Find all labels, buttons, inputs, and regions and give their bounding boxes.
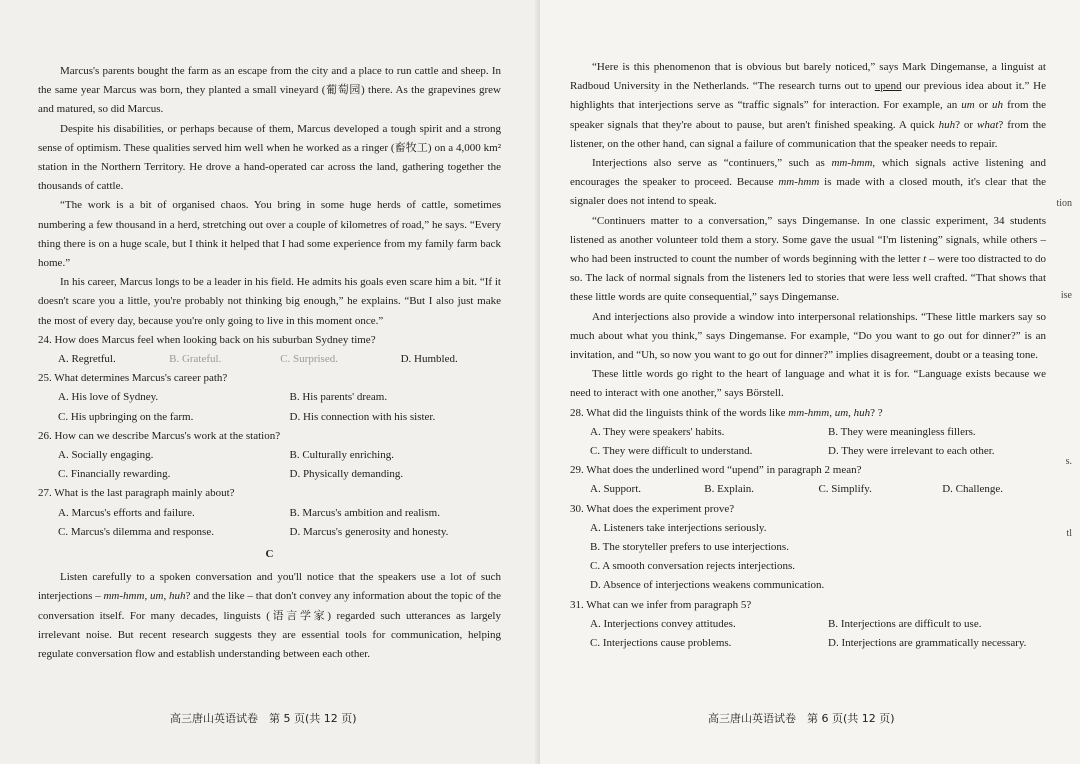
italic-term: t [923, 253, 927, 266]
left-column [38, 62, 501, 664]
option-c[interactable]: C. Financially rewarding. [58, 468, 171, 481]
option-b[interactable]: B. Culturally enriching. [289, 449, 394, 462]
page-footer: 高三唐山英语试卷 第 6 页(共 12 页) [708, 712, 895, 725]
options-grid [38, 446, 501, 484]
option-a[interactable]: A. Marcus's efforts and failure. [58, 506, 195, 519]
text-run: , [144, 590, 150, 603]
text-run: ? or [955, 118, 978, 131]
option-d[interactable]: D. Physically demanding. [289, 468, 404, 481]
question-stem: 27. What is the last paragraph mainly about? [38, 487, 235, 500]
options-row [570, 480, 1046, 499]
options-list [570, 519, 1046, 596]
question-26 [38, 427, 501, 485]
question-31 [570, 596, 1046, 654]
text-run: “Continuers matter to a conversation,” says Dingemanse. In one classic experiment, 34 students listened as another volunteer told them a story. Some gave the usual “I'm listening” signals, while others – who had been instructed to count the number of words beginning with the letter [570, 214, 1046, 266]
question-27 [38, 484, 501, 542]
text-run: 28. What did the linguists think of the words like [570, 406, 789, 419]
options-grid [38, 504, 501, 542]
cut-off-edge-text: tion [1056, 198, 1072, 209]
passage-c-intro [38, 568, 501, 664]
text-run: , [848, 406, 854, 419]
italic-term: um [150, 590, 164, 603]
question-29 [570, 461, 1046, 499]
text-run: , which signals active listening and encourages the speaker to proceed. Because [570, 157, 1046, 189]
right-column [570, 58, 1046, 653]
text-run: from the speaker signals that they're about to pause, but aren't finished speaking. A quick [570, 99, 1046, 131]
italic-term: mm-hmm [831, 157, 873, 170]
question-stem: 30. What does the experiment prove? [570, 502, 735, 515]
option-d[interactable]: D. They were irrelevant to each other. [828, 445, 995, 458]
option-d[interactable]: D. Humbled. [400, 353, 458, 366]
cut-off-edge-text: ise [1060, 290, 1072, 301]
text-run: ? ? [870, 406, 883, 419]
passage-paragraph [570, 212, 1046, 308]
text-run: , [829, 406, 835, 419]
question-stem: 25. What determines Marcus's career path? [38, 372, 228, 385]
text-run: our previous idea about it.” He highlights that interjections serve as “traffic signals” for interaction. For example, an [570, 80, 1046, 112]
option-a[interactable]: A. Support. [590, 483, 642, 496]
option-c[interactable]: C. Simplify. [818, 483, 872, 496]
option-a[interactable]: A. Interjections convey attitudes. [590, 617, 736, 630]
option-b[interactable]: B. His parents' dream. [289, 391, 388, 404]
italic-term: uh [992, 99, 1004, 112]
option-d[interactable]: D. His connection with his sister. [289, 410, 436, 423]
passage-paragraph: In his career, Marcus longs to be a leader in his field. He admits his goals even scare him a bit. “If it doesn't scare you a little, you're probably not thinking big enough,” he explains. “But I also just make the most of every day, because you're only going to live in this moment once.” [38, 276, 501, 327]
option-a[interactable]: A. They were speakers' habits. [590, 425, 725, 438]
passage-paragraph: “The work is a bit of organised chaos. You bring in some huge herds of cattle, sometimes numbering a few thousand in a herd, stretching out over a couple of kilometres of road,” he says. “Every thing there is on a huge scale, but I think it helped that I had some experience from my family farm back home.” [38, 199, 501, 270]
right-page [540, 0, 1080, 764]
option-d[interactable]: D. Marcus's generosity and honesty. [289, 525, 449, 538]
italic-term: huh [938, 118, 956, 131]
italic-term: what [977, 118, 999, 131]
text-run: ? and the like – that don't convey any information about the topic of the conversation itself. For many decades, linguists (语言学家) regarded such utterances as largely irrelevant noise. But recent research suggests they are essential tools for communication, helping regulate conversation flow and establish understanding between each other. [38, 590, 502, 661]
text-run: or [974, 99, 993, 112]
passage-paragraph: Marcus's parents bought the farm as an escape from the city and a place to run cattle and sheep. In the same year Marcus was born, they planted a small vineyard (葡萄园) there. As the grapevines grew and matured, so did Marcus. [38, 65, 501, 116]
option-c[interactable]: C. A smooth conversation rejects interjections. [590, 560, 795, 573]
passage-paragraph: And interjections also provide a window into interpersonal relationships. “These little markers say so much about what you think,” says Dingemanse. For example, “Do you want to go out for dinner?” is an invitation, and “Uh, so now you want to go out for dinner?” implies disagreement, doubt or a teasing tone. [570, 310, 1046, 362]
question-30 [570, 500, 1046, 596]
italic-term: um [961, 99, 975, 112]
question-stem: 29. What does the underlined word “upend” in paragraph 2 mean? [570, 464, 862, 477]
options-row [38, 350, 501, 369]
section-heading: C [265, 548, 274, 561]
option-b[interactable]: B. They were meaningless fillers. [828, 425, 976, 438]
question-stem: 24. How does Marcus feel when looking back on his suburban Sydney time? [38, 333, 376, 346]
option-b[interactable]: B. Grateful. [169, 353, 222, 366]
option-a[interactable]: A. Regretful. [58, 353, 116, 366]
option-d[interactable]: D. Absence of interjections weakens communication. [590, 579, 825, 592]
cut-off-edge-text: tl [1066, 528, 1072, 539]
option-d[interactable]: D. Challenge. [942, 483, 1004, 496]
option-c[interactable]: C. Marcus's dilemma and response. [58, 525, 214, 538]
passage-paragraph: These little words go right to the heart of language and what it is for. “Language exists because we need to interact with one another,” says Börstell. [570, 368, 1046, 400]
options-grid [570, 423, 1046, 461]
text-run: – were too distracted to do so. The lack of normal signals from the listeners led to stories that were less well crafted. “That shows that these little words are quite consequential,” says Dingemanse. [570, 253, 1046, 304]
question-24 [38, 331, 501, 369]
text-run: ? from the listener, on the other hand, can signal a failure of communication that the speaker needs to repair. [570, 118, 1047, 150]
italic-term: mm-hmm [103, 590, 145, 603]
underlined-word: upend [874, 80, 902, 93]
italic-term: mm-hmm [788, 406, 830, 419]
option-a[interactable]: A. His love of Sydney. [58, 391, 159, 404]
italic-term: um [834, 406, 849, 419]
text-run: Interjections also serve as “continuers,” such as [592, 157, 832, 170]
option-b[interactable]: B. The storyteller prefers to use interjections. [590, 541, 789, 554]
question-25 [38, 369, 501, 427]
page-footer: 高三唐山英语试卷 第 5 页(共 12 页) [170, 712, 357, 725]
options-grid [38, 388, 501, 426]
option-b[interactable]: B. Explain. [704, 483, 755, 496]
option-b[interactable]: B. Marcus's ambition and realism. [289, 506, 440, 519]
option-c[interactable]: C. Surprised. [280, 353, 338, 366]
question-stem: 31. What can we infer from paragraph 5? [570, 598, 752, 611]
text-run: is made with a closed mouth, it's clear that the signaler does not intend to speak. [570, 176, 1047, 208]
text-run: Listen carefully to a spoken conversation and you'll notice that the speakers use a lot of such interjections – [38, 571, 501, 603]
italic-term: mm-hmm [778, 176, 820, 189]
question-28 [570, 404, 1046, 462]
options-grid [570, 615, 1046, 653]
option-c[interactable]: C. His upbringing on the farm. [58, 410, 194, 423]
option-a[interactable]: A. Socially engaging. [58, 449, 154, 462]
question-stem [570, 404, 1046, 423]
cut-off-edge-text: s. [1065, 456, 1072, 467]
passage-paragraph [570, 58, 1046, 154]
text-run: “Here is this phenomenon that is obvious but barely noticed,” says Mark Dingemanse, a linguist at Radboud University in the Netherlands. “The research turns out to [570, 61, 1046, 93]
option-c[interactable]: C. They were difficult to understand. [590, 445, 753, 458]
option-b[interactable]: B. Interjections are difficult to use. [828, 617, 982, 630]
passage-paragraph: Despite his disabilities, or perhaps because of them, Marcus developed a tough spirit and a strong sense of optimism. These qualities served him well when he worked as a ringer (畜牧工) on a 4,000 km² station in the Northern Territory. He drove a hand-operated car across the land, gathering together the thousands of cattle. [38, 122, 501, 193]
question-stem: 26. How can we describe Marcus's work at the station? [38, 429, 281, 442]
option-a[interactable]: A. Listeners take interjections seriously. [590, 521, 767, 534]
italic-term: huh [853, 406, 871, 419]
italic-term: huh [169, 590, 186, 603]
passage-paragraph [570, 154, 1046, 212]
option-d[interactable]: D. Interjections are grammatically necessary. [828, 637, 1027, 650]
text-run: , [163, 590, 170, 603]
option-c[interactable]: C. Interjections cause problems. [590, 637, 732, 650]
